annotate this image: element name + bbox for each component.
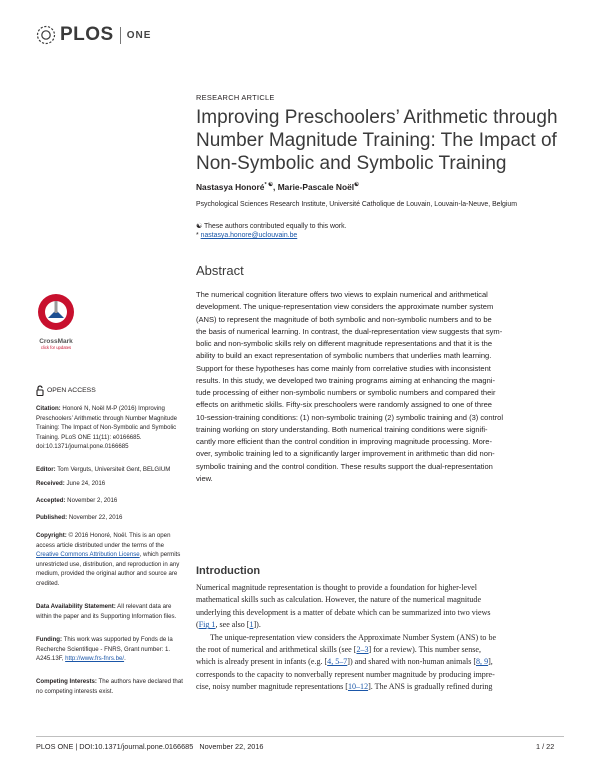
received-label: Received:: [36, 480, 65, 487]
abstract-line: training working on story understanding. Both numerical training conditions were signifi-: [196, 424, 488, 434]
intro-line: Numerical magnitude representation is thought to provide a foundation for higher-level: [196, 583, 477, 592]
funding-text: This work was supported by Fonds de la Recherche Scientifique - FNRS, Grant number: 1. A245.13F,: [36, 636, 173, 663]
intro-text: ]).: [253, 620, 261, 630]
crossmark-badge[interactable]: [36, 292, 76, 350]
intro-text: ]. The ANS is gradually refined during: [368, 682, 493, 692]
intro-line: corresponds to the capacity to nonverbally represent number magnitude by producing impre-: [196, 669, 495, 679]
citation-link[interactable]: 4, 5–7: [327, 657, 348, 667]
abstract-line: Support for these hypotheses has come mainly from correlative studies with inconsistent: [196, 363, 491, 373]
funding-link[interactable]: http://www.frs-fnrs.be/: [65, 655, 125, 663]
abstract-line: symbolic training and the control condition. These results support the dual-representation: [196, 461, 493, 471]
footer-divider: [36, 736, 564, 737]
accepted-label: Accepted:: [36, 497, 66, 504]
copyright-text: © 2016 Honoré, Noël. This is an open access article distributed under the terms of the: [36, 532, 171, 549]
author-1-marks: * ☯: [264, 182, 274, 189]
data-availability-block: [36, 602, 186, 621]
intro-text: cise, noisy number magnitude representations [: [196, 682, 348, 692]
figure-link[interactable]: Fig 1: [198, 620, 216, 630]
citation-text: Honoré N, Noël M-P (2016) Improving Preschoolers’ Arithmetic through Number Magnitude Training: The Impact of Non-Symbolic and Symbolic Training. PLoS ONE 11(11): e0166685. doi:10.1371/journal.pone.0166685: [36, 405, 178, 451]
intro-text: (: [196, 620, 199, 630]
introduction-body: [196, 582, 570, 694]
abstract-line: the basis of numerical learning. In contrast, the dual-representation view suggests that sym-: [196, 326, 503, 336]
data-availability-text: All relevant data are within the paper and its Supporting Information files.: [36, 603, 177, 620]
abstract-line: 10-session-training conditions: (1) non-symbolic training (2) symbolic training and (3) control: [196, 412, 504, 422]
author-1[interactable]: Nastasya Honoré: [196, 182, 265, 192]
intro-text: the root of numerical and arithmetical skills (see [: [196, 645, 357, 655]
published-block: [36, 513, 186, 523]
abstract-line: cantly more efficient than the control condition in improving magnitude processing. More-: [196, 437, 493, 446]
citation-link[interactable]: 8, 9: [476, 657, 489, 667]
citation-link[interactable]: 10–12: [347, 682, 369, 692]
funding-block: [36, 635, 186, 664]
abstract-line: effects on arithmetic skills. Fifty-six preschoolers were randomly assigned to one of three: [196, 400, 492, 410]
abstract-line: view.: [196, 473, 213, 483]
journal-name: ONE: [126, 29, 152, 41]
abstract-line: The numerical cognition literature offers two views to explain numerical and arithmetical: [196, 290, 488, 299]
crossmark-icon: [36, 292, 76, 332]
copyright-text-2: , which permits unrestricted use, distribution, and reproduction in any medium, provided the original author and source are credited.: [36, 551, 181, 587]
author-2-marks: ☯: [354, 182, 359, 189]
abstract-line: bolic and non-symbolic skills rely on different magnitude representations and that it is the: [196, 339, 493, 348]
open-access: [36, 385, 96, 396]
competing-interests-label: Competing Interests:: [36, 678, 97, 685]
author-separator: ,: [273, 182, 278, 192]
intro-line: The unique-representation view considers the Approximate Number System (ANS) to be: [210, 632, 497, 642]
abstract-line: (ANS) to represent the magnitude of both symbolic and non-symbolic numbers and to be: [196, 314, 492, 324]
intro-line: [196, 619, 570, 631]
intro-line: [196, 656, 570, 668]
abstract-line: tude processing of either non-symbolic numbers or symbolic numbers and compared their: [196, 388, 496, 397]
author-2[interactable]: Marie-Pascale Noël: [277, 182, 355, 192]
abstract-line: ability to build an exact representation of symbolic numbers that underlies math learning.: [196, 351, 492, 361]
accepted-date: November 2, 2016: [67, 497, 118, 504]
editor-label: Editor:: [36, 466, 56, 473]
email-link[interactable]: nastasya.honore@uclouvain.be: [200, 232, 298, 239]
data-availability-label: Data Availability Statement:: [36, 603, 116, 610]
editor-block: [36, 465, 186, 475]
crossmark-sublabel: click for updates: [40, 345, 72, 350]
intro-line: mathematical skills such as calculation. However, the nature of the numerical magnitude: [196, 595, 482, 605]
article-type: RESEARCH ARTICLE: [196, 93, 275, 102]
article-title: Improving Preschoolers’ Arithmetic through Number Magnitude Training: The Impact of Non-Symbolic and Symbolic Training: [196, 107, 558, 174]
received-date: June 24, 2016: [66, 480, 106, 487]
corresponding-email: [196, 232, 297, 239]
copyright-label: Copyright:: [36, 532, 67, 539]
plos-logo[interactable]: [36, 24, 151, 46]
intro-line: [196, 644, 570, 656]
abstract-heading: Abstract: [196, 263, 244, 278]
intro-text: which is already present in infants (e.g. [: [196, 657, 328, 667]
equal-contribution-note: ☯ These authors contributed equally to this work.: [196, 223, 347, 230]
citation-link[interactable]: 2–3: [356, 645, 369, 655]
authors: [196, 182, 359, 192]
introduction-heading: Introduction: [196, 565, 261, 577]
intro-line: underlying this development is a matter of debate which can be summarized into two views: [196, 607, 491, 617]
footer-citation: PLOS ONE | DOI:10.1371/journal.pone.0166685 November 22, 2016: [36, 742, 264, 751]
plos-logo-icon: [36, 25, 56, 45]
citation-block: [36, 404, 186, 452]
intro-text: , see also [: [215, 620, 250, 630]
abstract-line: development. The unique-representation view considers the approximate number system: [196, 302, 494, 312]
citation-label: Citation:: [36, 405, 61, 412]
intro-text: ],: [488, 657, 493, 667]
competing-interests-block: [36, 677, 186, 696]
intro-text: ]) and shared with non-human animals [: [347, 657, 477, 667]
citation-link[interactable]: 1: [249, 620, 254, 630]
logo-divider: [120, 27, 121, 44]
crossmark-label: CrossMark: [39, 338, 73, 345]
received-block: [36, 479, 186, 489]
copyright-block: [36, 531, 186, 589]
abstract-line: results. In this study, we developed two training programs aiming at enhancing the magni-: [196, 375, 495, 385]
open-access-label: OPEN ACCESS: [47, 387, 96, 394]
logo-text: PLOS: [60, 24, 114, 45]
published-date: November 22, 2016: [68, 514, 123, 521]
intro-text: ] for a review). This number sense,: [368, 645, 481, 655]
funding-text-2: .: [124, 655, 126, 663]
abstract-body: [196, 289, 570, 485]
published-label: Published:: [36, 514, 68, 521]
competing-interests-text: The authors have declared that no competing interests exist.: [36, 678, 183, 695]
page-number: 1 / 22: [536, 742, 555, 751]
abstract-line: over, symbolic training led to a significantly larger improvement in arithmetic than did non-: [196, 449, 495, 459]
accepted-block: [36, 496, 186, 506]
intro-line: [196, 681, 570, 693]
editor-text: Tom Verguts, Universiteit Gent, BELGIUM: [57, 466, 171, 473]
open-lock-icon: [36, 385, 44, 396]
email-star: *: [196, 232, 201, 239]
license-link[interactable]: Creative Commons Attribution License: [36, 551, 140, 559]
affiliation: Psychological Sciences Research Institute, Université Catholique de Louvain, Louvain-la-Neuve, Belgium: [196, 201, 517, 208]
funding-label: Funding:: [36, 636, 63, 643]
